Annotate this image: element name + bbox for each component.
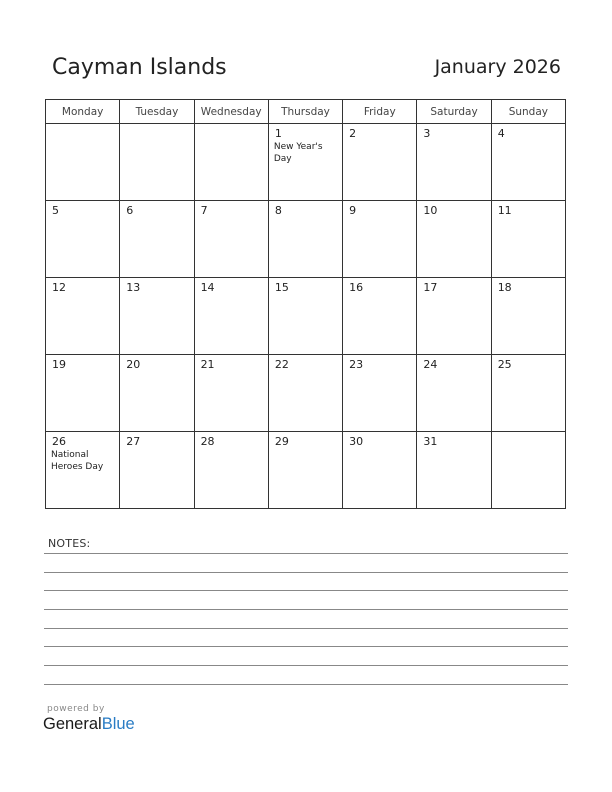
weekday-header: Monday <box>46 100 120 124</box>
day-cell <box>268 432 342 509</box>
day-number: 5 <box>52 204 59 217</box>
day-cell <box>343 201 417 278</box>
weekday-header: Wednesday <box>194 100 268 124</box>
day-cell <box>343 278 417 355</box>
day-cell <box>417 278 491 355</box>
notes-label: NOTES: <box>48 537 91 550</box>
day-number: 30 <box>349 435 364 448</box>
day-number: 24 <box>423 358 438 371</box>
week-row <box>46 124 566 201</box>
powered-by-text: powered by <box>47 704 105 714</box>
day-number: 8 <box>274 204 282 217</box>
day-cell <box>343 355 417 432</box>
day-cell <box>417 124 491 201</box>
note-line <box>44 553 568 554</box>
day-cell <box>343 124 417 201</box>
day-cell <box>268 355 342 432</box>
holiday-label: National Heroes Day <box>51 450 104 472</box>
day-cell <box>120 355 194 432</box>
day-cell <box>194 278 268 355</box>
day-number: 18 <box>497 281 512 294</box>
day-number: 21 <box>200 358 215 371</box>
day-cell <box>491 201 565 278</box>
day-cell <box>491 278 565 355</box>
day-cell <box>46 124 120 201</box>
day-number: 28 <box>200 435 215 448</box>
day-number: 16 <box>349 281 364 294</box>
day-number: 14 <box>200 281 215 294</box>
day-cell <box>194 201 268 278</box>
day-cell <box>120 278 194 355</box>
day-cell <box>120 432 194 509</box>
day-cell <box>417 355 491 432</box>
week-row <box>46 355 566 432</box>
weekday-header: Tuesday <box>120 100 194 124</box>
day-number: 10 <box>423 204 438 217</box>
note-line <box>44 628 568 629</box>
day-number: 3 <box>423 127 431 140</box>
day-number: 12 <box>52 281 66 294</box>
day-number <box>492 432 565 435</box>
day-cell <box>46 355 120 432</box>
day-number: 19 <box>52 358 66 371</box>
logo-blue-text: Blue <box>101 715 135 733</box>
day-number: 7 <box>200 204 208 217</box>
weekday-header-row <box>46 100 566 124</box>
day-number: 29 <box>274 435 289 448</box>
day-number: 2 <box>349 127 357 140</box>
day-cell <box>491 124 565 201</box>
day-number: 15 <box>274 281 289 294</box>
day-number: 22 <box>274 358 289 371</box>
week-row <box>46 201 566 278</box>
day-cell <box>268 278 342 355</box>
day-number: 9 <box>349 204 357 217</box>
weekday-header: Sunday <box>491 100 565 124</box>
note-line <box>44 646 568 647</box>
day-cell <box>417 432 491 509</box>
day-number: 1 <box>274 127 282 140</box>
day-cell <box>46 278 120 355</box>
note-line <box>44 684 568 685</box>
calendar-month-title: January 2026 <box>434 56 561 78</box>
holiday-label: New Year's Day <box>273 142 323 164</box>
calendar-country-title: Cayman Islands <box>52 55 227 80</box>
day-cell <box>46 201 120 278</box>
day-cell <box>491 355 565 432</box>
day-number <box>120 124 193 127</box>
day-number: 26 <box>52 435 66 448</box>
day-number: 25 <box>497 358 512 371</box>
day-number: 11 <box>497 204 512 217</box>
calendar-grid <box>45 99 566 509</box>
weekday-header: Friday <box>343 100 417 124</box>
logo-general-text: General <box>43 715 102 733</box>
day-cell <box>491 432 565 509</box>
day-cell <box>194 355 268 432</box>
day-number <box>195 124 268 127</box>
day-cell <box>417 201 491 278</box>
day-cell <box>194 124 268 201</box>
weekday-header: Saturday <box>417 100 491 124</box>
day-number: 17 <box>423 281 438 294</box>
note-line <box>44 590 568 591</box>
day-cell <box>194 432 268 509</box>
day-number: 6 <box>126 204 134 217</box>
day-cell <box>268 124 342 201</box>
day-number: 23 <box>349 358 364 371</box>
day-number: 31 <box>423 435 438 448</box>
note-line <box>44 609 568 610</box>
note-line <box>44 665 568 666</box>
note-line <box>44 572 568 573</box>
day-number: 4 <box>497 127 505 140</box>
day-number: 13 <box>126 281 141 294</box>
day-number: 20 <box>126 358 141 371</box>
day-cell <box>120 124 194 201</box>
day-cell <box>46 432 120 509</box>
day-number: 27 <box>126 435 141 448</box>
generalblue-logo[interactable] <box>43 715 135 734</box>
week-row <box>46 432 566 509</box>
day-cell <box>268 201 342 278</box>
day-number <box>46 124 119 127</box>
day-cell <box>120 201 194 278</box>
weekday-header: Thursday <box>268 100 342 124</box>
week-row <box>46 278 566 355</box>
day-cell <box>343 432 417 509</box>
